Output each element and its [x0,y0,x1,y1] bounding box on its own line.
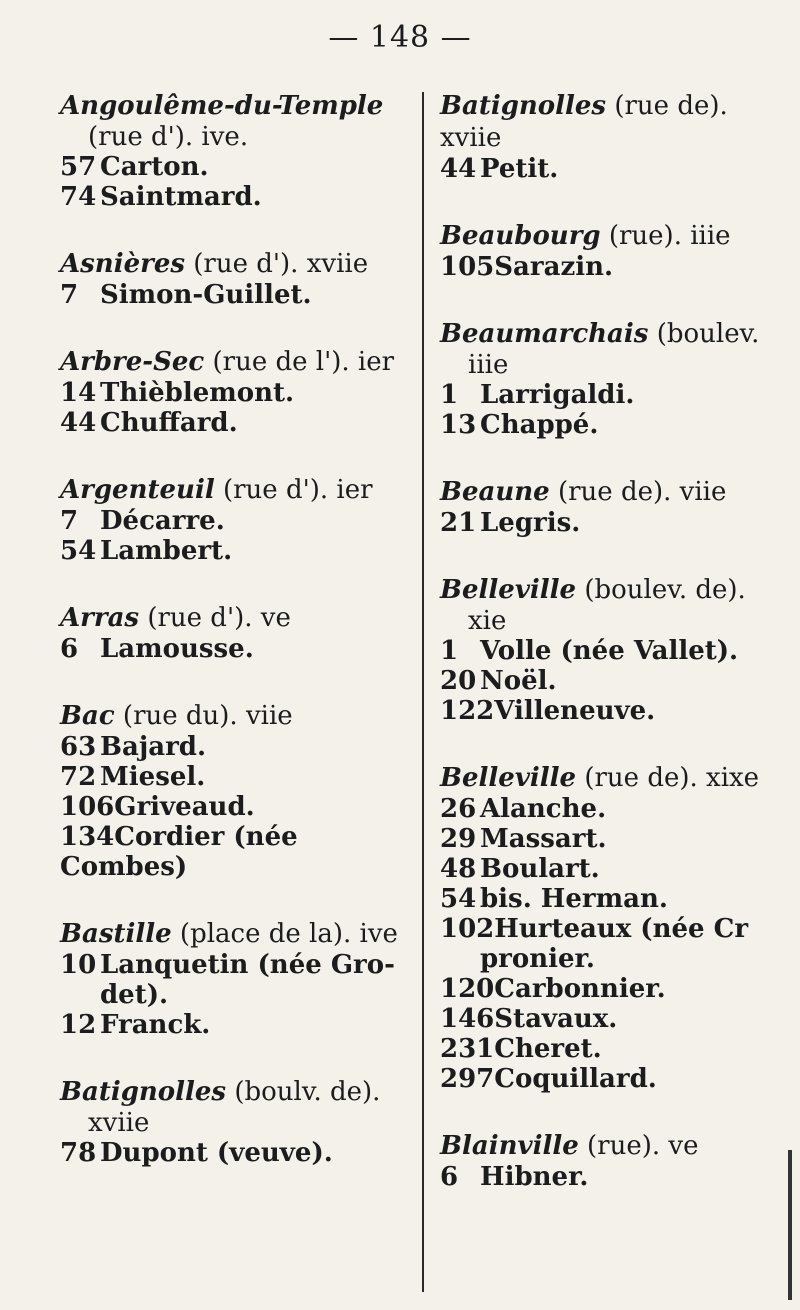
resident-name: Petit. [480,154,559,184]
resident-name: Carton. [100,152,209,182]
resident-name: Volle (née Vallet). [480,636,739,666]
resident-name: Cheret. [494,1034,602,1064]
house-number: 12 [60,1010,97,1040]
house-number: 44 [60,408,97,438]
page-number: — 148 — [328,20,472,55]
resident-entry [440,974,780,1004]
resident-name: Chuffard. [100,408,238,438]
house-number: 297 [440,1064,495,1094]
house-number: 13 [440,410,477,440]
street-type: (rue du). viie [122,701,293,731]
street-name: Beaune [440,477,550,507]
street-type: (rue de l'). ier [212,347,395,377]
resident-name: Thièblemont. [100,378,295,408]
resident-name: Boulart. [480,854,600,884]
street-type: (rue d'). ve [147,603,291,633]
resident-name: Saintmard. [100,182,262,212]
street-heading [440,476,780,508]
street-heading [60,248,415,280]
house-number: 1 [440,636,459,666]
street-name: Blainville [440,1131,579,1161]
resident-name: Hibner. [480,1162,589,1192]
street-arrondissement: xviie [88,1108,150,1138]
page-edge-mark [788,1150,792,1300]
resident-name: Sarazin. [494,252,614,282]
resident-name: Décarre. [100,506,225,536]
resident-entry [60,822,415,882]
house-number: 57 [60,152,97,182]
street-heading [60,474,415,506]
house-number: 122 [440,696,495,726]
resident-entry [440,696,780,726]
street-heading [60,918,415,950]
street-type: (rue d'). xviie [193,249,369,279]
house-number: 14 [60,378,97,408]
resident-entry [440,884,780,914]
resident-entry [60,152,415,182]
resident-entry [440,794,780,824]
resident-name: Alanche. [480,794,607,824]
street-type: (rue de). xixe [584,763,760,793]
house-number: 74 [60,182,97,212]
house-number: 48 [440,854,477,884]
resident-name: Larrigaldi. [480,380,635,410]
house-number: 10 [60,950,97,980]
resident-entry [440,154,780,184]
street-heading [440,1130,780,1162]
resident-entry [60,506,415,536]
street-name: Bac [60,701,115,731]
street-type: (rue d'). ier [222,475,373,505]
street-name: Asnières [60,249,186,279]
resident-name: Lamousse. [100,634,254,664]
house-number: 54 [440,884,477,914]
street-heading [60,700,415,732]
street-name: Batignolles [440,91,607,121]
resident-name: Massart. [480,824,607,854]
house-number: 63 [60,732,97,762]
resident-name: Cordier (née Combes) [60,822,298,882]
resident-entry [60,408,415,438]
resident-entry [440,508,780,538]
street-name: Belleville [440,763,577,793]
street-name: Angoulême-du-Temple [60,91,384,121]
house-number: 72 [60,762,97,792]
street-block [60,918,415,1040]
street-block [60,346,415,438]
resident-entry [60,634,415,664]
street-name: Batignolles [60,1077,227,1107]
house-number: 7 [60,280,79,310]
street-type: (place de la). ive [179,919,398,949]
house-number: 29 [440,824,477,854]
street-type: (rue). ve [587,1131,699,1161]
street-block [440,318,780,440]
street-type: (rue de). xviie [440,91,728,153]
house-number: 20 [440,666,477,696]
resident-name: Legris. [480,508,581,538]
resident-entry [440,854,780,884]
street-block [60,90,415,212]
resident-name: Dupont (veuve). [100,1138,333,1168]
resident-entry [440,380,780,410]
street-heading [440,90,780,154]
resident-entry [60,536,415,566]
left-column [60,90,415,1204]
house-number: 106 [60,792,115,822]
street-name: Beaubourg [440,221,601,251]
house-number: 120 [440,974,495,1004]
house-number: 7 [60,506,79,536]
street-block [440,762,780,1094]
resident-name: Carbonnier. [494,974,666,1004]
resident-name: Simon-Guillet. [100,280,312,310]
column-divider [422,92,424,1292]
street-heading [60,346,415,378]
resident-name: Noël. [480,666,557,696]
street-name: Argenteuil [60,475,215,505]
resident-name: Bajard. [100,732,207,762]
resident-name: Coquillard. [494,1064,657,1094]
house-number: 54 [60,536,97,566]
house-number: 21 [440,508,477,538]
house-number: 6 [440,1162,459,1192]
street-name: Beaumarchais [440,319,649,349]
house-number: 231 [440,1034,495,1064]
resident-entry [440,1162,780,1192]
resident-entry [60,182,415,212]
street-block [60,474,415,566]
street-name: Bastille [60,919,172,949]
street-block [60,700,415,882]
resident-name: Lambert. [100,536,233,566]
resident-entry [60,280,415,310]
street-type: (boulv. de). [234,1077,381,1107]
resident-entry [60,762,415,792]
resident-name: Stavaux. [494,1004,618,1034]
street-arrondissement: iiie [468,350,509,380]
resident-name: bis. Herman. [480,884,668,914]
resident-name: Villeneuve. [494,696,656,726]
street-type: (rue de). viie [557,477,727,507]
resident-entry [440,824,780,854]
resident-entry [440,1004,780,1034]
house-number: 146 [440,1004,495,1034]
resident-name: Chappé. [480,410,599,440]
resident-entry [60,950,415,1010]
street-name: Belleville [440,575,577,605]
resident-name: Hurteaux (née Cr [494,914,749,944]
street-block [440,90,780,184]
street-heading [60,90,415,152]
resident-name: Franck. [100,1010,211,1040]
street-heading [440,574,780,636]
street-block [440,1130,780,1192]
resident-entry [440,1034,780,1064]
resident-entry [60,732,415,762]
street-name: Arbre-Sec [60,347,205,377]
street-heading [60,1076,415,1138]
street-type: (rue). iiie [608,221,731,251]
street-arrondissement: xie [468,606,507,636]
house-number: 78 [60,1138,97,1168]
resident-entry [440,914,780,974]
house-number: 44 [440,154,477,184]
house-number: 134 [60,822,115,852]
resident-entry [60,378,415,408]
house-number: 6 [60,634,79,664]
street-heading [60,602,415,634]
street-block [60,1076,415,1168]
house-number: 105 [440,252,495,282]
street-heading [440,220,780,252]
resident-name: Lanquetin (née Gro- [100,950,395,980]
street-type: (boulev. [656,319,760,349]
resident-entry [440,1064,780,1094]
resident-entry [440,636,780,666]
resident-name-continuation: det). [100,980,169,1010]
house-number: 1 [440,380,459,410]
right-column [440,90,780,1228]
street-name: Arras [60,603,140,633]
house-number: 102 [440,914,495,944]
street-type: (boulev. de). [584,575,746,605]
street-block [440,220,780,282]
street-heading [440,762,780,794]
street-arrondissement: (rue d'). ive. [88,122,249,152]
resident-name-continuation: pronier. [480,944,595,974]
resident-entry [440,252,780,282]
house-number: 26 [440,794,477,824]
street-block [440,574,780,726]
street-block [60,248,415,310]
resident-entry [440,666,780,696]
resident-entry [440,410,780,440]
street-heading [440,318,780,380]
resident-name: Griveaud. [114,792,255,822]
street-block [60,602,415,664]
resident-entry [60,1010,415,1040]
street-block [440,476,780,538]
resident-name: Miesel. [100,762,206,792]
resident-entry [60,1138,415,1168]
resident-entry [60,792,415,822]
